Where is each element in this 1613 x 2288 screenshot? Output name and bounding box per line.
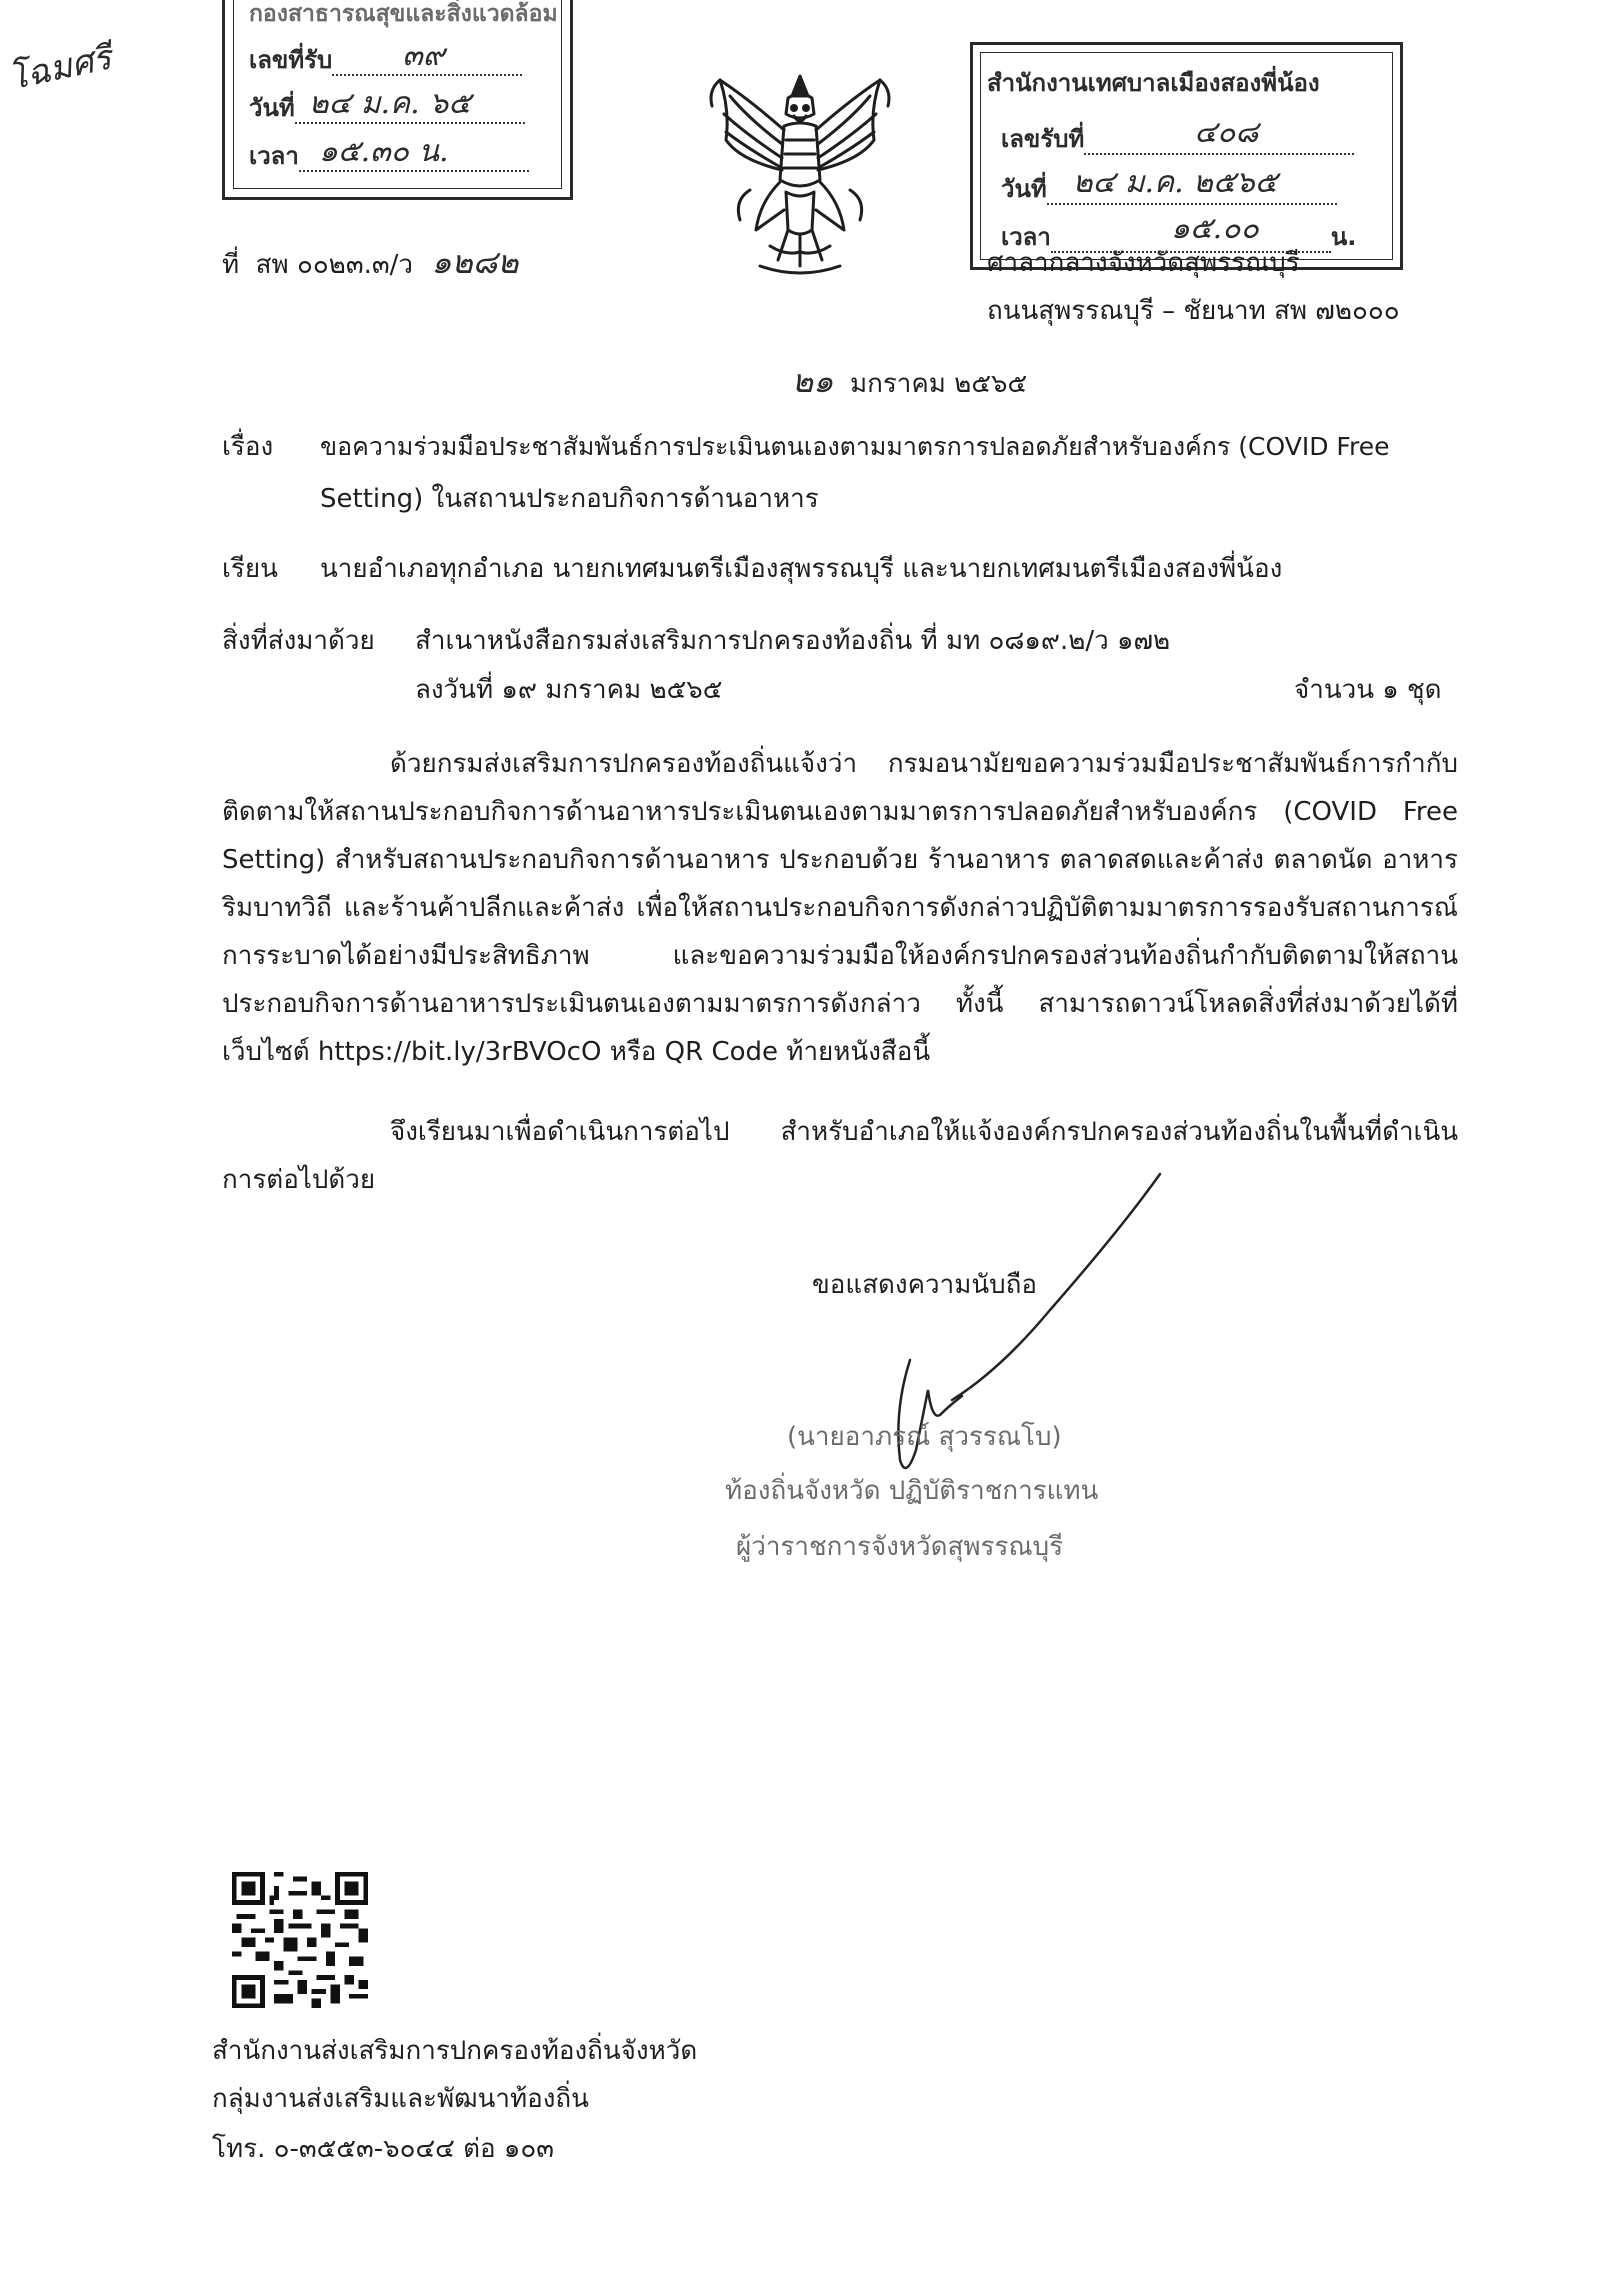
- garuda-emblem-icon: [690, 70, 910, 280]
- enclosure-amount: จำนวน ๑ ชุด: [1294, 675, 1442, 705]
- qr-code-icon: [232, 1872, 368, 2008]
- signer-name: (นายอาภรณ์ สุวรรณโบ): [787, 1422, 1062, 1452]
- signer-title-1: ท้องถิ่นจังหวัด ปฏิบัติราชการแทน: [725, 1476, 1099, 1506]
- stamp-left-time: เวลา ๑๕.๓๐ น.: [249, 136, 529, 175]
- enclosure-line1: สำเนาหนังสือกรมส่งเสริมการปกครองท้องถิ่น ที่ มท ๐๘๑๙.๒/ว ๑๗๒: [415, 626, 1171, 656]
- stamp-left-title: กองสาธารณสุขและสิ่งแวดล้อม: [249, 1, 558, 27]
- footer-phone: โทร. ๐-๓๕๕๓-๖๐๔๔ ต่อ ๑๐๓: [212, 2134, 555, 2164]
- body-paragraph-1: ด้วยกรมส่งเสริมการปกครองท้องถิ่นแจ้งว่า กรมอนามัยขอความร่วมมือประชาสัมพันธ์การกำกับติดตามให้สถานประกอบกิจการด้านอาหารประเมินตนเองตามมาตรการปลอดภัยสำหรับองค์กร (COVID Free Setting) สำหรับสถานประกอบกิจการด้านอาหาร ประกอบด้วย ร้านอาหาร ตลาดสดและค้าส่ง ตลาดนัด อาหารริมบาทวิถี และร้านค้าปลีกและค้าส่ง เพื่อให้สถานประกอบกิจการดังกล่าวปฏิบัติตามมาตรการรองรับสถานการณ์การระบาดได้อย่างมีประสิทธิภาพ และขอความร่วมมือให้องค์กรปกครองส่วนท้องถิ่นกำกับติดตามให้สถานประกอบกิจการด้านอาหารประเมินตนเองตามมาตรการดังกล่าว ทั้งนี้ สามารถดาวน์โหลดสิ่งที่ส่งมาด้วยได้ที่เว็บไซต์ https://bit.ly/3rBVOcO หรือ QR Code ท้ายหนังสือนี้: [222, 749, 1458, 1067]
- enclosure-line2: ลงวันที่ ๑๙ มกราคม ๒๕๖๕: [415, 675, 723, 705]
- document-number: ที่ สพ ๐๐๒๓.๓/ว ๑๒๘๒: [222, 243, 519, 281]
- body-paragraph-2: จึงเรียนมาเพื่อดำเนินการต่อไป สำหรับอำเภอให้แจ้งองค์กรปกครองส่วนท้องถิ่นในพื้นที่ดำเนินการต่อไปด้วย: [222, 1117, 1458, 1195]
- enclosure-label: สิ่งที่ส่งมาด้วย: [222, 626, 375, 656]
- receiving-stamp-left: [222, 0, 573, 200]
- recipient-text: นายอำเภอทุกอำเภอ นายกเทศมนตรีเมืองสุพรรณบุรี และนายกเทศมนตรีเมืองสองพี่น้อง: [320, 554, 1283, 584]
- closing-text: ขอแสดงความนับถือ: [812, 1270, 1037, 1300]
- subject-line1: ขอความร่วมมือประชาสัมพันธ์การประเมินตนเองตามมาตรการปลอดภัยสำหรับองค์กร (COVID Free: [320, 432, 1390, 461]
- org-address-line2: ถนนสุพรรณบุรี – ชัยนาท สพ ๗๒๐๐๐: [987, 296, 1400, 326]
- footer-division: กลุ่มงานส่งเสริมและพัฒนาท้องถิ่น: [212, 2084, 589, 2114]
- stamp-right-time: เวลา ๑๕.๐๐ น.: [1001, 211, 1357, 251]
- document-date: ๒๑ มกราคม ๒๕๖๕: [792, 362, 1028, 400]
- footer-office: สำนักงานส่งเสริมการปกครองท้องถิ่นจังหวัด: [212, 2036, 698, 2066]
- document-number-handwritten: ๑๒๘๒: [431, 243, 519, 281]
- handwritten-signature-icon: [880, 1160, 1180, 1520]
- stamp-left-date: วันที่ ๒๔ ม.ค. ๖๕: [249, 88, 525, 127]
- recipient-label: เรียน: [222, 554, 278, 584]
- margin-note: โฉมศรี: [5, 37, 115, 99]
- signer-title-2: ผู้ว่าราชการจังหวัดสุพรรณบุรี: [736, 1532, 1064, 1562]
- stamp-right-receipt: เลขรับที่ ๔๐๘: [1001, 119, 1354, 158]
- subject-label: เรื่อง: [222, 432, 274, 462]
- stamp-right-date: วันที่ ๒๔ ม.ค. ๒๕๖๕: [1001, 169, 1337, 208]
- stamp-left-receipt: เลขที่รับ ๓๙: [249, 40, 522, 79]
- subject-line2: Setting) ในสถานประกอบกิจการด้านอาหาร: [320, 484, 819, 514]
- receiving-stamp-right: [970, 42, 1403, 270]
- stamp-right-title: สำนักงานเทศบาลเมืองสองพี่น้อง: [987, 69, 1320, 97]
- org-address-line1: ศาลากลางจังหวัดสุพรรณบุรี: [987, 248, 1300, 278]
